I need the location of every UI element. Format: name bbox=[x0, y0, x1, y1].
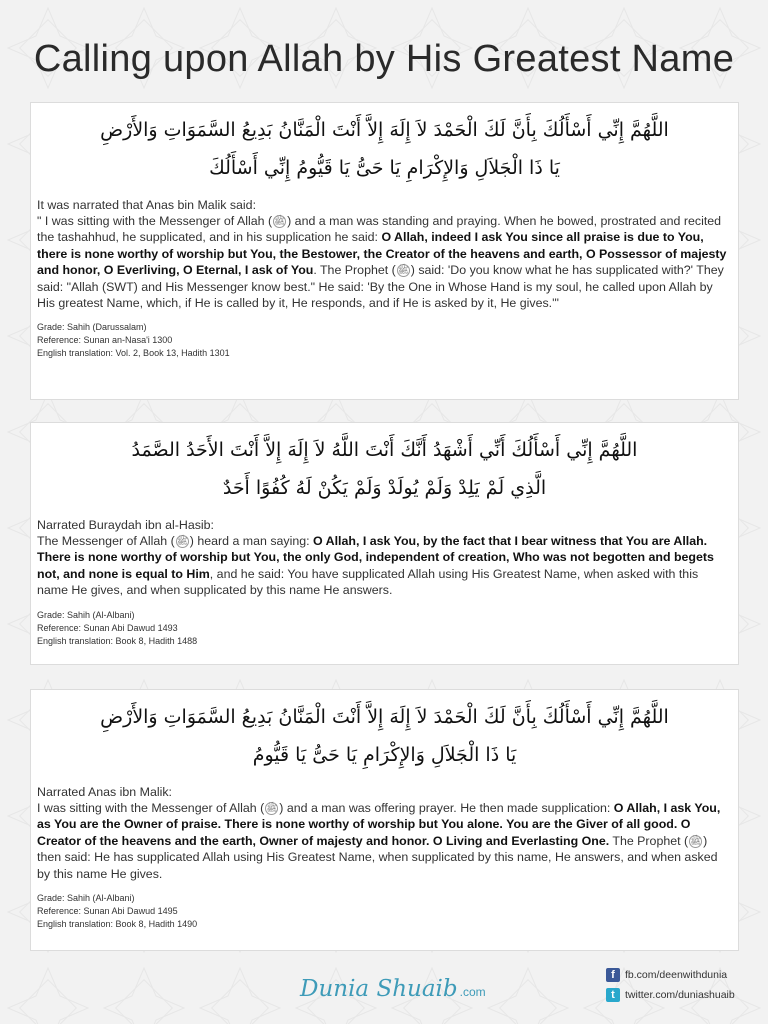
arabic-line: اللَّهُمَّ إِنِّي أَسْأَلُكَ أَنِّي أَشْهَدُ أَنَّكَ أَنْتَ اللَّهُ لاَ إِلَهَ إِلاَّ أَنْتَ الأَحَدُ الصَّمَدُ bbox=[131, 439, 638, 461]
arabic-dua bbox=[31, 423, 738, 507]
hadith-text bbox=[31, 800, 738, 882]
grade: Grade: Sahih (Darussalam) bbox=[37, 322, 147, 333]
narrator-line: Narrated Anas ibn Malik: bbox=[37, 785, 172, 799]
reference: Reference: Sunan Abi Dawud 1493 bbox=[37, 622, 178, 633]
dua-translation: O Allah, indeed I ask You since all praise is due to You, there is none worthy of worship but You, the Bestower, the Creator of the heavens and earth, O Possessor of majesty and honor, O Everliving, O Eternal, I ask of You bbox=[37, 230, 727, 278]
hadith-card-1 bbox=[30, 102, 739, 400]
facebook-icon: f bbox=[606, 968, 620, 982]
grade: Grade: Sahih (Al-Albani) bbox=[37, 609, 135, 620]
hadith-text-part: ) then said: He has supplicated Allah using His Greatest Name, when supplicated by this name, He answers, and when asked by this name He gives. bbox=[37, 833, 718, 881]
translation-ref: English translation: Vol. 2, Book 13, Hadith 1301 bbox=[37, 348, 230, 359]
grade: Grade: Sahih (Al-Albani) bbox=[37, 893, 135, 904]
facebook-handle: fb.com/deenwithdunia bbox=[625, 968, 728, 981]
brand-logo[interactable] bbox=[300, 976, 486, 1002]
twitter-link[interactable] bbox=[606, 988, 735, 1002]
hadith-text bbox=[31, 213, 738, 311]
narrator-line: It was narrated that Anas bin Malik said: bbox=[37, 198, 257, 212]
arabic-line: يَا ذَا الْجَلاَلِ وَالإِكْرَامِ يَا حَىُّ يَا قَيُّومُ إِنِّي أَسْأَلُكَ bbox=[209, 157, 560, 179]
narrator-line: Narrated Buraydah ibn al-Hasib: bbox=[37, 518, 215, 532]
hadith-text-part: ) said: 'Do you know what he has supplicated with?' They said: "Allah (SWT) and His Messenger know best." He said: 'By the One in Whose Hand is my soul, he called upon Allah by His greatest Name, which, if He is called by it, He responds, and if He is asked by it, He gives.'" bbox=[37, 263, 724, 311]
hadith-text-part: The Prophet ( bbox=[609, 833, 689, 848]
arabic-line: الَّذِي لَمْ يَلِدْ وَلَمْ يُولَدْ وَلَمْ يَكُنْ لَهُ كُفُوًا أَحَدٌ bbox=[222, 477, 547, 499]
arabic-line: اللَّهُمَّ إِنِّي أَسْأَلُكَ بِأَنَّ لَكَ الْحَمْدَ لاَ إِلَهَ إِلاَّ أَنْتَ الْمَنَّانُ بَدِيعُ السَّمَوَاتِ وَالأَرْضِ bbox=[100, 119, 669, 141]
hadith-meta bbox=[31, 311, 738, 360]
reference: Reference: Sunan an-Nasa'i 1300 bbox=[37, 335, 173, 346]
saw-glyph: ﷺ bbox=[266, 803, 278, 813]
hadith-text-part: ) and a man was offering prayer. He then made supplication: bbox=[279, 801, 614, 815]
twitter-icon: t bbox=[606, 988, 620, 1002]
hadith-meta bbox=[31, 599, 738, 648]
hadith-card-2 bbox=[30, 422, 739, 665]
saw-glyph: ﷺ bbox=[690, 835, 702, 846]
dua-translation: O Allah, I ask You, as You are the Owner of praise. There is none worthy of worship but You alone. You are the Giver of all good. O Creator of the heavens and the earth, Owner of majesty and honor. O Living and Everlasting One. bbox=[37, 801, 721, 848]
saw-glyph: ﷺ bbox=[274, 216, 286, 226]
page-title: Calling upon Allah by His Greatest Name bbox=[33, 38, 735, 80]
hadith-text-part: " I was sitting with the Messenger of Allah ( bbox=[37, 214, 273, 228]
reference: Reference: Sunan Abi Dawud 1495 bbox=[37, 906, 178, 917]
hadith-text-part: I was sitting with the Messenger of Allah ( bbox=[37, 801, 265, 815]
facebook-link[interactable] bbox=[606, 968, 727, 982]
brand-name: Dunia Shuaib bbox=[300, 976, 458, 1002]
hadith-text-part: , and he said: You have supplicated Allah using His Greatest Name, when asked with this name He gives, and when supplicated by this name He answers. bbox=[37, 566, 699, 598]
hadith-text-part: ) and a man was standing and praying. When he bowed, prostrated and recited the tashahhud, he supplicated, and in his supplication he said: bbox=[37, 214, 722, 245]
arabic-dua bbox=[31, 103, 738, 187]
translation-ref: English translation: Book 8, Hadith 1488 bbox=[37, 635, 198, 646]
saw-glyph: ﷺ bbox=[397, 265, 409, 276]
arabic-dua bbox=[31, 690, 738, 774]
hadith-meta bbox=[31, 882, 738, 931]
translation-ref: English translation: Book 8, Hadith 1490 bbox=[37, 919, 198, 930]
dua-translation: O Allah, I ask You, by the fact that I bear witness that You are Allah. There is none worthy of worship but You, the only God, independent of creation, Who was not begotten and begets not, and none is equal to Him bbox=[37, 534, 714, 581]
hadith-text bbox=[31, 533, 738, 599]
hadith-text-part: The Messenger of Allah ( bbox=[37, 534, 175, 548]
brand-suffix: .com bbox=[459, 985, 486, 999]
saw-glyph: ﷺ bbox=[176, 536, 188, 546]
arabic-line: يَا ذَا الْجَلاَلِ وَالإِكْرَامِ يَا حَىُّ يَا قَيُّومُ bbox=[252, 744, 517, 766]
hadith-text-part: ) heard a man saying: bbox=[189, 534, 314, 548]
arabic-line: اللَّهُمَّ إِنِّي أَسْأَلُكَ بِأَنَّ لَكَ الْحَمْدَ لاَ إِلَهَ إِلاَّ أَنْتَ الْمَنَّانُ بَدِيعُ السَّمَوَاتِ وَالأَرْضِ bbox=[100, 706, 669, 728]
twitter-handle: twitter.com/duniashuaib bbox=[625, 988, 735, 1001]
hadith-card-3 bbox=[30, 689, 739, 951]
hadith-text-part: . The Prophet ( bbox=[313, 263, 396, 278]
